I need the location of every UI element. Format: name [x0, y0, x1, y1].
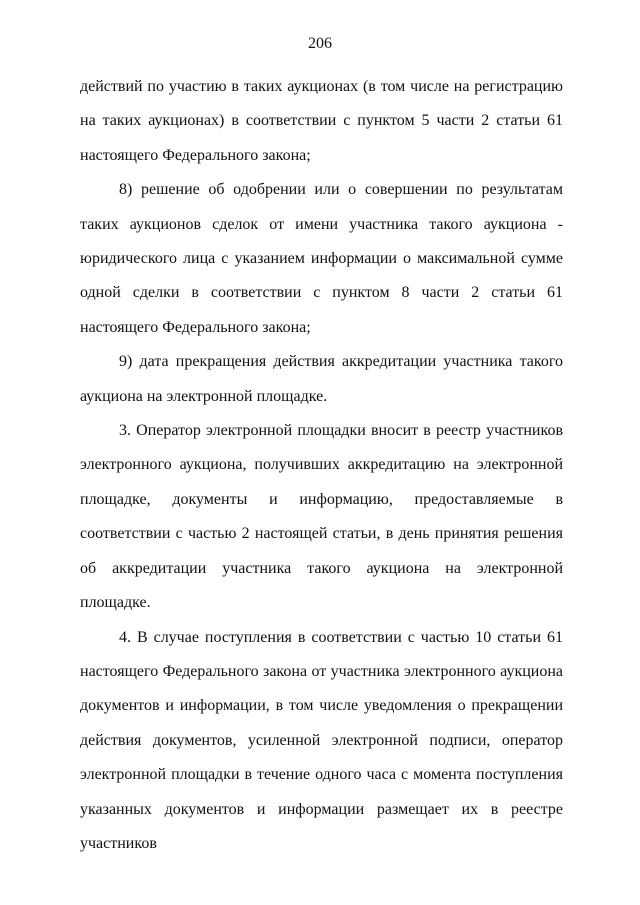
page-number: 206	[308, 35, 332, 52]
paragraph-item-9: 9) дата прекращения действия аккредитации участника такого аукциона на электронной площадке.	[80, 353, 563, 405]
paragraph-item-8: 8) решение об одобрении или о совершении по результатам таких аукционов сделок от имени участника такого аукциона - юридического лица с указанием информации о максимальной сумме одной сделки в соответствии с пунктом 8 части 2 статьи 61 настоящего Федерального закона;	[80, 181, 563, 336]
document-body	[80, 70, 563, 861]
paragraph-clause-4: 4. В случае поступления в соответствии с частью 10 статьи 61 настоящего Федерального закона от участника электронного аукциона документов и информации, в том числе уведомления о прекращении действия документов, усиленной электронной подписи, оператор электронной площадки в течение одного часа с момента поступления указанных документов и информации размещает их в реестре участников	[80, 628, 563, 852]
paragraph-continuation: действий по участию в таких аукционах (в том числе на регистрацию на таких аукционах) в соответствии с пунктом 5 части 2 статьи 61 настоящего Федерального закона;	[80, 78, 563, 164]
paragraph-clause-3: 3. Оператор электронной площадки вносит в реестр участников электронного аукциона, получивших аккредитацию на электронной площадке, документы и информацию, предоставляемые в соответствии с частью 2 настоящей статьи, в день принятия решения об аккредитации участника такого аукциона на электронной площадке.	[80, 422, 563, 612]
